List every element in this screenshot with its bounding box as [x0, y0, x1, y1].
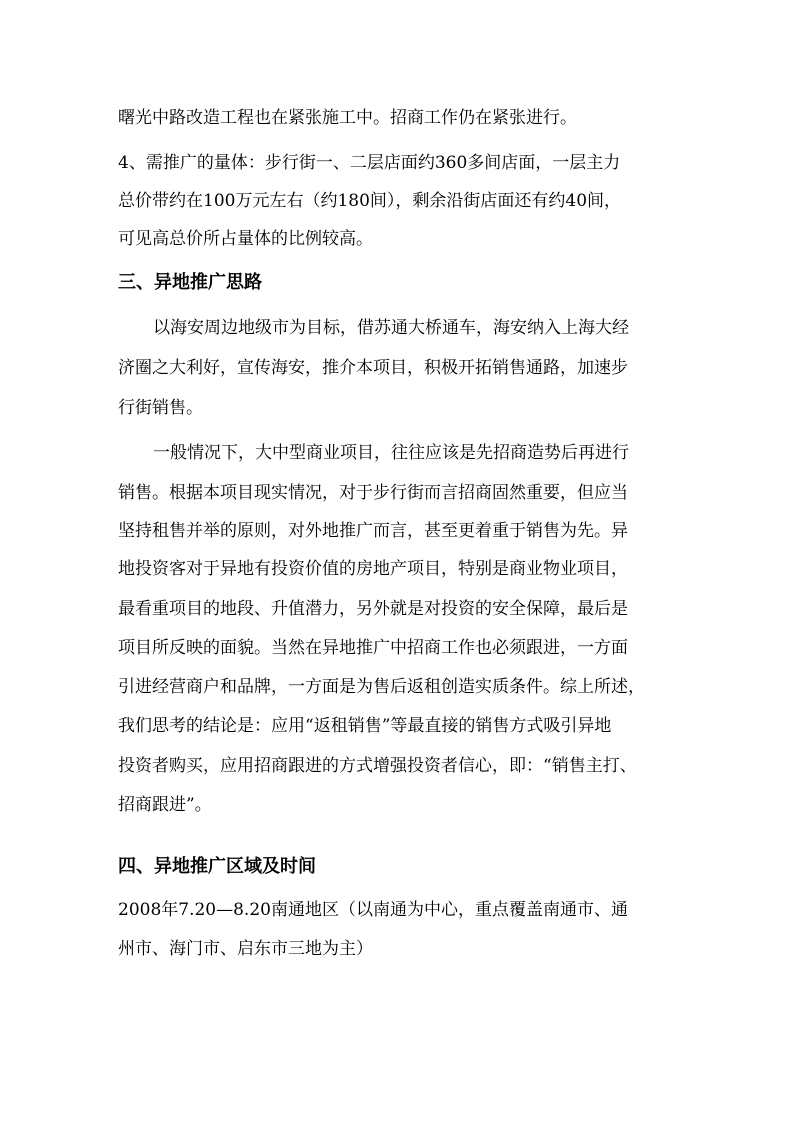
intro-line: 曙光中路改造工程也在紧张施工中。招商工作仍在紧张进行。 [118, 108, 577, 128]
section4-line-1: 2008年7.20—8.20南通地区（以南通为中心，重点覆盖南通市、通 [118, 900, 628, 920]
section4-line-2: 州市、海门市、启东市三地为主） [118, 939, 373, 959]
section3-p2-line-2: 销售。根据本项目现实情况，对于步行街而言招商固然重要，但应当 [118, 483, 628, 503]
section3-p2-line-6: 项目所反映的面貌。当然在异地推广中招商工作也必须跟进，一方面 [118, 638, 628, 658]
section3-p2-line-7: 引进经营商户和品牌，一方面是为售后返租创造实质条件。综上所述， [118, 677, 645, 697]
section3-p1-line-2: 济圈之大利好，宣传海安，推介本项目，积极开拓销售通路，加速步 [118, 358, 628, 378]
section3-p2-line-10: 招商跟进”。 [118, 795, 212, 815]
section4-heading: 四、异地推广区域及时间 [118, 856, 316, 877]
section3-p2-line-3: 坚持租售并举的原则，对外地推广而言，甚至更着重于销售为先。异 [118, 521, 628, 541]
item4-line-3: 可见高总价所占量体的比例较高。 [118, 229, 373, 249]
section3-p2-line-9: 投资者购买，应用招商跟进的方式增强投资者信心，即：“销售主打、 [118, 756, 637, 776]
section3-p2-line-4: 地投资客对于异地有投资价值的房地产项目，特别是商业物业项目， [118, 559, 628, 579]
item4-line-2: 总价带约在100万元左右（约180间），剩余沿街店面还有约40间， [118, 191, 622, 211]
section3-heading: 三、异地推广思路 [118, 272, 262, 293]
section3-p1-line-3: 行街销售。 [118, 398, 203, 418]
item4-line-1: 4、需推广的量体：步行街一、二层店面约360多间店面，一层主力 [118, 153, 621, 173]
section3-p2-line-1: 一般情况下，大中型商业项目，往往应该是先招商造势后再进行 [153, 443, 629, 463]
section3-p2-line-8: 我们思考的结论是：应用“返租销售”等最直接的销售方式吸引异地 [118, 716, 612, 736]
section3-p2-line-5: 最看重项目的地段、升值潜力，另外就是对投资的安全保障，最后是 [118, 599, 628, 619]
section3-p1-line-1: 以海安周边地级市为目标，借苏通大桥通车，海安纳入上海大经 [153, 318, 629, 338]
